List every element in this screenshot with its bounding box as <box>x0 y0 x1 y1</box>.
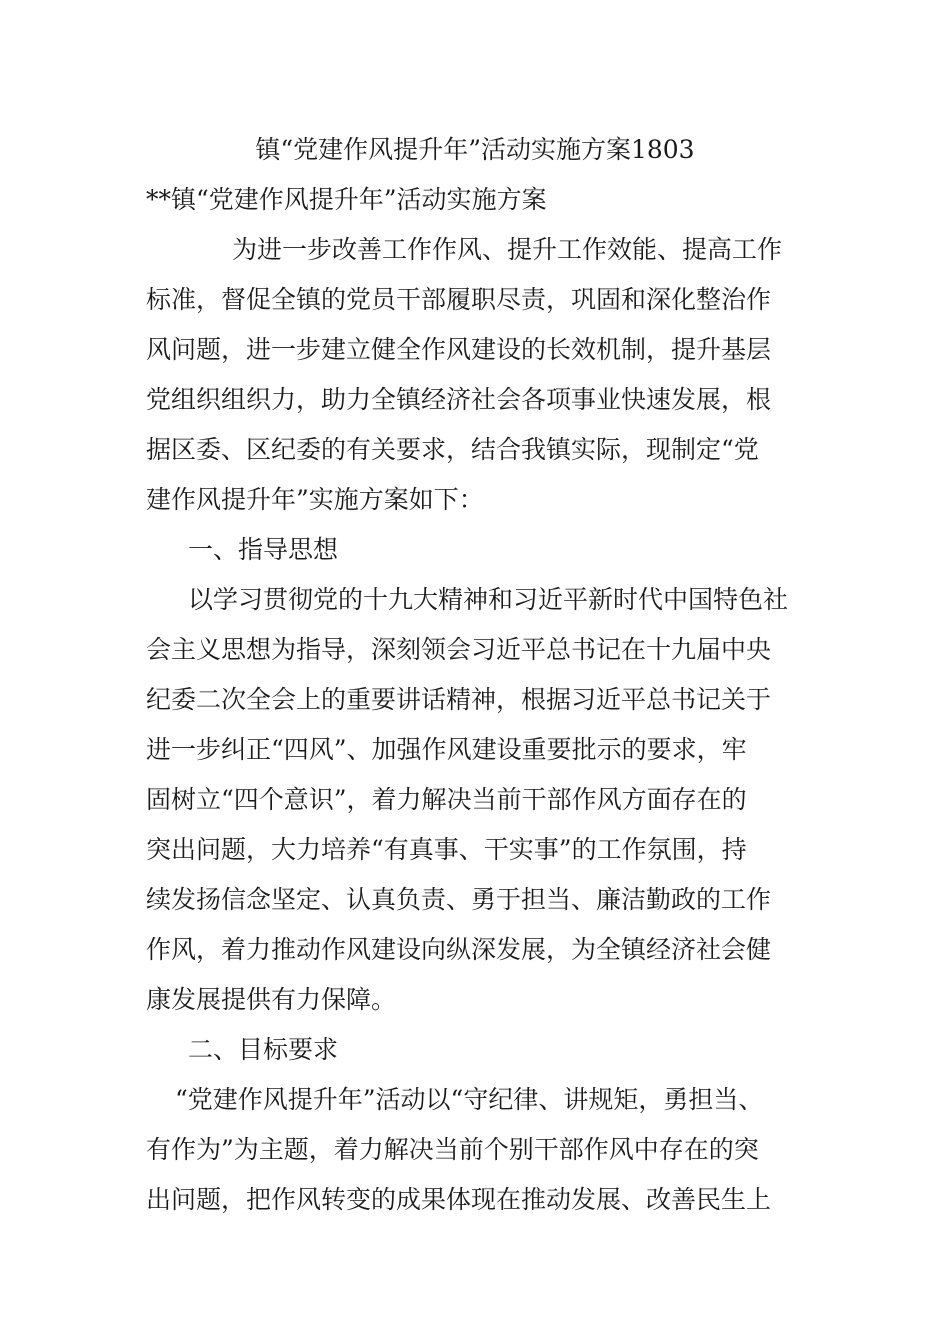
paragraph-line: “党建作风提升年”活动以“守纪律、讲规矩，勇担当、 <box>175 1085 764 1114</box>
paragraph-line: 作风，着力推动作风建设向纵深发展，为全镇经济社会健 <box>146 935 772 964</box>
paragraph-line: 有作为”为主题，着力解决当前个别干部作风中存在的突 <box>146 1135 759 1164</box>
paragraph-line: 以学习贯彻党的十九大精神和习近平新时代中国特色社 <box>188 585 789 614</box>
paragraph-line: 突出问题，大力培养“有真事、干实事”的工作氛围，持 <box>146 835 747 864</box>
paragraph-line: 出问题，把作风转变的成果体现在推动发展、改善民生上 <box>146 1185 772 1214</box>
paragraph-line: 康发展提供有力保障。 <box>146 985 397 1014</box>
paragraph-line: 会主义思想为指导，深刻领会习近平总书记在十九届中央 <box>146 635 772 664</box>
paragraph-line: 据区委、区纪委的有关要求，结合我镇实际，现制定“党 <box>146 435 759 464</box>
paragraph-line: 党组织组织力，助力全镇经济社会各项事业快速发展，根 <box>146 385 772 414</box>
paragraph-line: 固树立“四个意识”，着力解决当前干部作风方面存在的 <box>146 785 747 814</box>
paragraph-line: 续发扬信念坚定、认真负责、勇于担当、廉洁勤政的工作 <box>146 885 772 914</box>
document-subtitle: **镇“党建作风提升年”活动实施方案 <box>146 185 547 214</box>
section-heading: 二、目标要求 <box>188 1035 339 1064</box>
paragraph-line: 进一步纠正“四风”、加强作风建设重要批示的要求，牢 <box>146 735 747 764</box>
paragraph-line: 建作风提升年”实施方案如下： <box>146 485 484 514</box>
paragraph-line: 为进一步改善工作作风、提升工作效能、提高工作 <box>232 235 783 264</box>
document-title: 镇“党建作风提升年”活动实施方案1803 <box>255 135 695 164</box>
paragraph-line: 纪委二次全会上的重要讲话精神，根据习近平总书记关于 <box>146 685 772 714</box>
paragraph-line: 风问题，进一步建立健全作风建设的长效机制，提升基层 <box>146 335 772 364</box>
paragraph-line: 标准，督促全镇的党员干部履职尽责，巩固和深化整治作 <box>146 285 772 314</box>
section-heading: 一、指导思想 <box>188 535 339 564</box>
